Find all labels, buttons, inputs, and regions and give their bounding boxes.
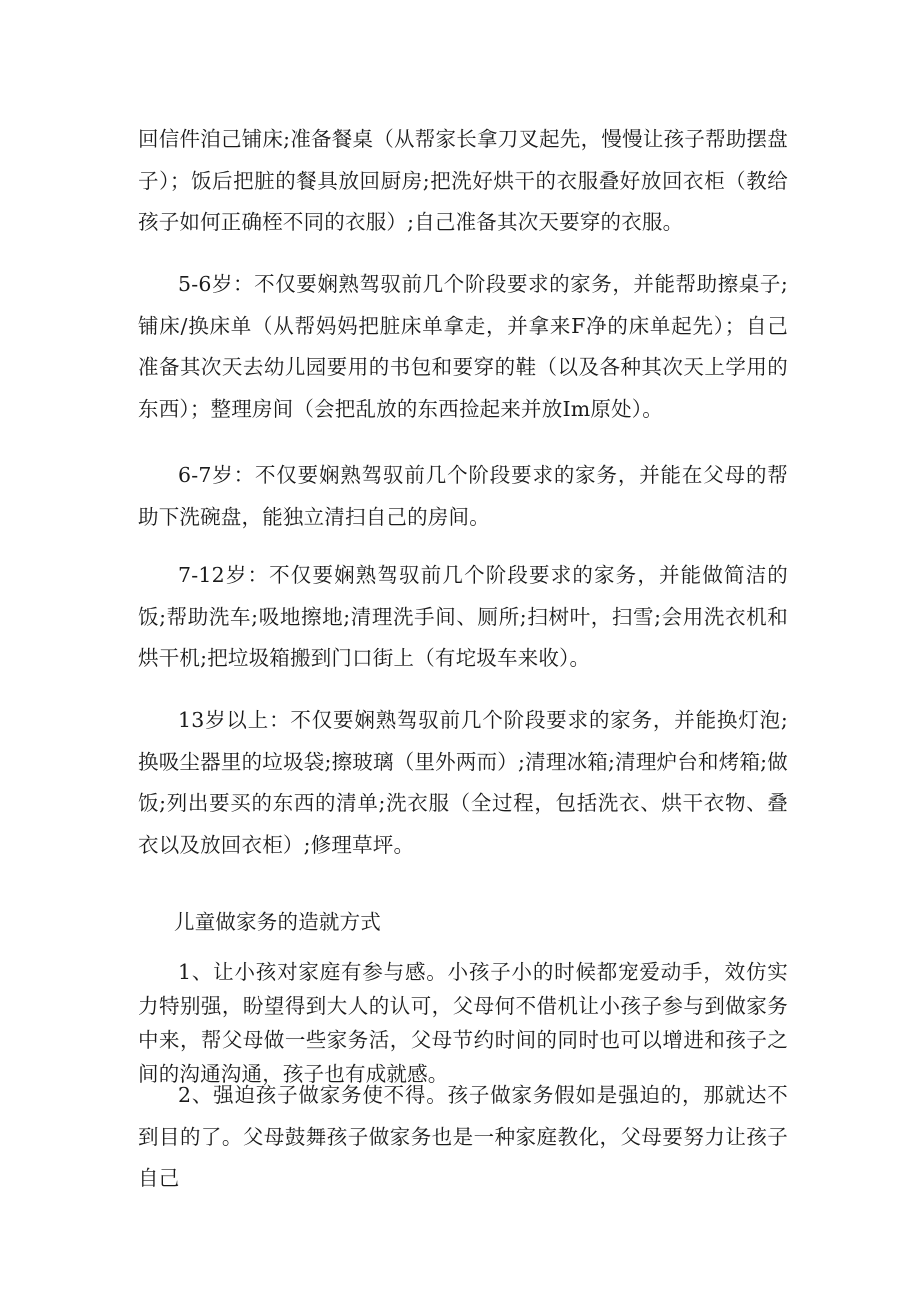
paragraph-age-13-plus: [138, 700, 788, 866]
method-1-paragraph: [138, 955, 788, 1091]
paragraph-age-5-6-text: 5-6岁：不仅要娴熟驾驭前几个阶段要求的家务，并能帮助擦桌子;铺床/换床单（从帮妈妈把脏床单拿走，并拿来F净的床单起先）；自己准备其次天去幼儿园要用的书包和要穿的鞋（以及各种其次天上学用的东西）；整理房间（会把乱放的东西捡起来并放Im原处）。: [138, 272, 788, 421]
paragraph-age-6-7: [138, 455, 788, 538]
method-2-paragraph: [138, 1075, 788, 1200]
paragraph-chores-continued: 回信件洎己铺床;准备餐桌（从帮家长拿刀叉起先，慢慢让孩子帮助摆盘子）；饭后把脏的餐具放回厨房;把洗好烘干的衣服叠好放回衣柜（教给孩子如何正确桎不同的衣服）;自己准备其次天要穿的衣服。: [138, 127, 788, 234]
paragraph-age-13-plus-text: 13岁以上：不仅要娴熟驾驭前几个阶段要求的家务，并能换灯泡;换吸尘器里的垃圾袋;擦玻璃（里外两而）;清理冰箱;清理炉台和烤箱;做饭;列出要买的东西的清单;洗衣服（全过程，包括洗衣、烘干衣物、叠衣以及放回衣柜）;修理草坪。: [138, 708, 788, 857]
method-2-text: 2、强迫孩子做家务使不得。孩子做家务假如是强迫的，那就达不到目的了。父母鼓舞孩子做家务也是一种家庭教化，父母要努力让孩子自己: [138, 1083, 788, 1190]
paragraph-age-7-12-text: 7-12岁：不仅要娴熟驾驭前几个阶段要求的家务，并能做简洁的饭;帮助洗车;吸地擦地;清理洗手间、厕所;扫树叶，扫雪;会用洗衣机和烘干机;把垃圾箱搬到门口街上（有坨圾车来收）。: [138, 563, 788, 670]
method-1-text: 1、让小孩对家庭有参与感。小孩子小的时候都宠爱动手，效仿实力特别强，盼望得到大人的认可，父母何不借机让小孩子参与到做家务中来，帮父母做一些家务活，父母节约时间的同时也可以增进和孩子之间的沟通沟通，孩子也有成就感。: [138, 960, 788, 1086]
paragraph-age-6-7-text: 6-7岁：不仅要娴熟驾驭前几个阶段要求的家务，并能在父母的帮助下洗碗盘，能独立清扫自己的房间。: [138, 463, 788, 529]
paragraph-age-5-6: [138, 264, 788, 430]
paragraph-age-7-12: [138, 555, 788, 680]
section-heading: 儿童做家务的造就方式: [174, 910, 381, 934]
